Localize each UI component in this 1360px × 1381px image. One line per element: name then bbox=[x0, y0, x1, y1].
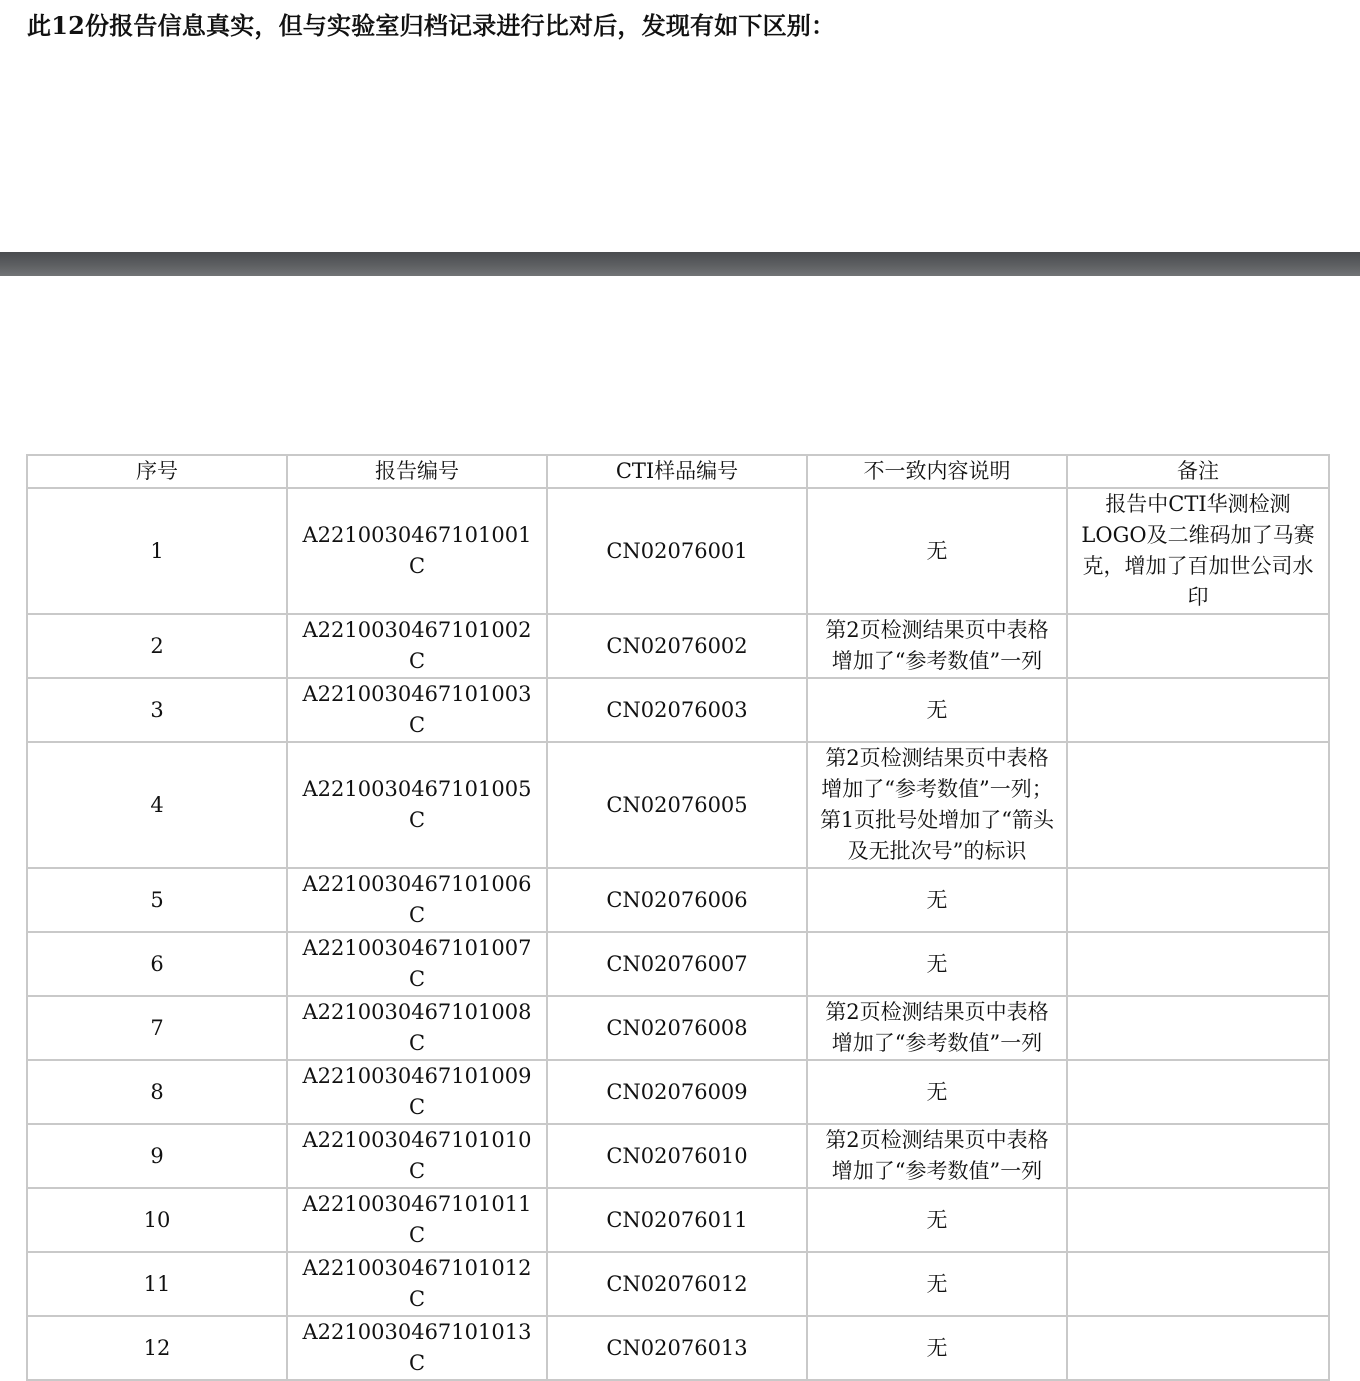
cell-remarks bbox=[1067, 1124, 1329, 1188]
cell-discrepancy bbox=[807, 1188, 1067, 1252]
cell-remarks bbox=[1067, 742, 1329, 868]
cell-remarks bbox=[1067, 868, 1329, 932]
header-index: 序号 bbox=[27, 455, 287, 488]
table-row bbox=[27, 488, 1329, 614]
cell-remarks bbox=[1067, 1188, 1329, 1252]
cell-remarks bbox=[1067, 678, 1329, 742]
table-row bbox=[27, 614, 1329, 678]
cell-index: 7 bbox=[27, 996, 287, 1060]
discrepancy-line: 无 bbox=[926, 1335, 948, 1360]
table-row bbox=[27, 1188, 1329, 1252]
cell-sample-number: CN02076012 bbox=[547, 1252, 807, 1316]
cell-remarks bbox=[1067, 1252, 1329, 1316]
cell-report-number: A2210030467101008C bbox=[287, 996, 547, 1060]
cell-report-number: A2210030467101002C bbox=[287, 614, 547, 678]
page-separator bbox=[0, 252, 1360, 276]
cell-sample-number: CN02076001 bbox=[547, 488, 807, 614]
discrepancy-line: 无 bbox=[926, 1079, 948, 1104]
discrepancy-line: 第2页检测结果页中表格增加了“参考数值”一列 bbox=[825, 1128, 1049, 1183]
cell-discrepancy bbox=[807, 932, 1067, 996]
cell-index: 12 bbox=[27, 1316, 287, 1380]
header-sample-number: CTI样品编号 bbox=[547, 455, 807, 488]
cell-sample-number: CN02076009 bbox=[547, 1060, 807, 1124]
cell-report-number: A2210030467101006C bbox=[287, 868, 547, 932]
cell-remarks bbox=[1067, 996, 1329, 1060]
cell-index: 3 bbox=[27, 678, 287, 742]
table-row bbox=[27, 932, 1329, 996]
table-row bbox=[27, 742, 1329, 868]
discrepancy-line: 第1页批号处增加了“箭头及无批次号”的标识 bbox=[819, 808, 1055, 863]
table-row bbox=[27, 678, 1329, 742]
cell-index: 11 bbox=[27, 1252, 287, 1316]
cell-sample-number: CN02076006 bbox=[547, 868, 807, 932]
cell-discrepancy bbox=[807, 742, 1067, 868]
cell-report-number: A2210030467101001C bbox=[287, 488, 547, 614]
cell-remarks bbox=[1067, 1316, 1329, 1380]
cell-discrepancy bbox=[807, 1252, 1067, 1316]
discrepancy-table bbox=[26, 454, 1330, 1381]
cell-discrepancy bbox=[807, 1060, 1067, 1124]
cell-sample-number: CN02076011 bbox=[547, 1188, 807, 1252]
table-row bbox=[27, 996, 1329, 1060]
cell-remarks bbox=[1067, 1060, 1329, 1124]
cell-remarks bbox=[1067, 614, 1329, 678]
cell-discrepancy bbox=[807, 678, 1067, 742]
table-row bbox=[27, 1252, 1329, 1316]
table-row bbox=[27, 1316, 1329, 1380]
intro-text: 此12份报告信息真实，但与实验室归档记录进行比对后，发现有如下区别： bbox=[27, 11, 836, 40]
table-header-row bbox=[27, 455, 1329, 488]
discrepancy-line: 无 bbox=[926, 697, 948, 722]
discrepancy-line: 第2页检测结果页中表格增加了“参考数值”一列 bbox=[825, 1000, 1049, 1055]
cell-discrepancy bbox=[807, 868, 1067, 932]
header-report-number: 报告编号 bbox=[287, 455, 547, 488]
discrepancy-line: 第2页检测结果页中表格增加了“参考数值”一列 bbox=[825, 618, 1049, 673]
table-row bbox=[27, 1060, 1329, 1124]
cell-index: 6 bbox=[27, 932, 287, 996]
cell-index: 8 bbox=[27, 1060, 287, 1124]
table-row bbox=[27, 868, 1329, 932]
cell-report-number: A2210030467101007C bbox=[287, 932, 547, 996]
cell-remarks: 报告中CTI华测检测LOGO及二维码加了马赛克，增加了百加世公司水印 bbox=[1067, 488, 1329, 614]
cell-report-number: A2210030467101009C bbox=[287, 1060, 547, 1124]
cell-index: 1 bbox=[27, 488, 287, 614]
cell-sample-number: CN02076008 bbox=[547, 996, 807, 1060]
discrepancy-line: 无 bbox=[926, 1207, 948, 1232]
cell-discrepancy bbox=[807, 1124, 1067, 1188]
discrepancy-line: 无 bbox=[926, 887, 948, 912]
table-row bbox=[27, 1124, 1329, 1188]
cell-index: 10 bbox=[27, 1188, 287, 1252]
cell-index: 9 bbox=[27, 1124, 287, 1188]
cell-remarks bbox=[1067, 932, 1329, 996]
cell-index: 4 bbox=[27, 742, 287, 868]
discrepancy-line: 第2页检测结果页中表格增加了“参考数值”一列； bbox=[821, 746, 1053, 801]
cell-sample-number: CN02076002 bbox=[547, 614, 807, 678]
cell-sample-number: CN02076005 bbox=[547, 742, 807, 868]
cell-index: 2 bbox=[27, 614, 287, 678]
cell-report-number: A2210030467101003C bbox=[287, 678, 547, 742]
header-discrepancy: 不一致内容说明 bbox=[807, 455, 1067, 488]
cell-sample-number: CN02076010 bbox=[547, 1124, 807, 1188]
cell-report-number: A2210030467101013C bbox=[287, 1316, 547, 1380]
cell-report-number: A2210030467101010C bbox=[287, 1124, 547, 1188]
discrepancy-line: 无 bbox=[926, 1271, 948, 1296]
cell-index: 5 bbox=[27, 868, 287, 932]
cell-discrepancy bbox=[807, 996, 1067, 1060]
cell-report-number: A2210030467101005C bbox=[287, 742, 547, 868]
cell-discrepancy bbox=[807, 488, 1067, 614]
cell-sample-number: CN02076003 bbox=[547, 678, 807, 742]
discrepancy-line: 无 bbox=[926, 951, 948, 976]
cell-report-number: A2210030467101011C bbox=[287, 1188, 547, 1252]
header-remarks: 备注 bbox=[1067, 455, 1329, 488]
cell-report-number: A2210030467101012C bbox=[287, 1252, 547, 1316]
cell-sample-number: CN02076013 bbox=[547, 1316, 807, 1380]
cell-sample-number: CN02076007 bbox=[547, 932, 807, 996]
discrepancy-line: 无 bbox=[926, 538, 948, 563]
cell-discrepancy bbox=[807, 1316, 1067, 1380]
cell-discrepancy bbox=[807, 614, 1067, 678]
